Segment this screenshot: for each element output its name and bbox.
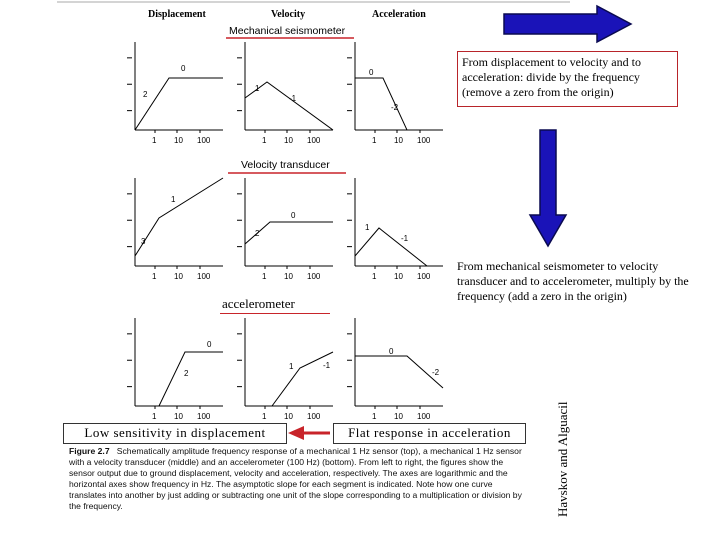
response-curve xyxy=(135,78,223,130)
response-panel xyxy=(237,42,333,145)
response-panel xyxy=(347,318,443,421)
slope-label: 2 xyxy=(255,229,260,238)
x-tick-label: 1 xyxy=(372,412,377,421)
slope-label: 0 xyxy=(207,340,212,349)
row-title-accelerometer: accelerometer xyxy=(222,296,295,311)
response-panel xyxy=(347,178,443,281)
x-tick-label: 10 xyxy=(284,272,293,281)
slope-label: 0 xyxy=(389,347,394,356)
response-panel xyxy=(127,42,223,145)
col-header-velocity: Velocity xyxy=(271,9,306,20)
x-tick-label: 100 xyxy=(197,272,211,281)
credit-text: Havskov and Alguacil xyxy=(555,401,570,517)
red-arrow-left-icon xyxy=(288,426,330,440)
row-title-underline-accelerometer xyxy=(220,313,330,314)
x-tick-label: 1 xyxy=(152,412,157,421)
arrow-right-icon xyxy=(504,6,631,42)
slope-label: 2 xyxy=(143,90,148,99)
response-panel xyxy=(347,42,443,145)
col-header-displacement: Displacement xyxy=(148,9,206,20)
figure-caption xyxy=(69,446,524,513)
x-tick-label: 100 xyxy=(307,136,321,145)
figure-number: Figure 2.7 xyxy=(69,446,110,456)
response-panel xyxy=(127,178,223,281)
flat-response-label: Flat response in acceleration xyxy=(333,423,526,444)
row-title-mechanical: Mechanical seismometer xyxy=(229,25,346,37)
x-tick-label: 100 xyxy=(197,412,211,421)
response-panel xyxy=(237,178,333,281)
x-tick-label: 1 xyxy=(372,136,377,145)
x-tick-label: 10 xyxy=(394,272,403,281)
slope-label: -1 xyxy=(289,94,297,103)
x-tick-label: 1 xyxy=(152,136,157,145)
slope-label: 0 xyxy=(291,211,296,220)
slope-label: 2 xyxy=(184,369,189,378)
col-header-acceleration: Acceleration xyxy=(372,9,426,20)
response-panel xyxy=(127,318,223,421)
response-curve xyxy=(355,228,427,266)
slope-label: 1 xyxy=(171,195,176,204)
x-tick-label: 100 xyxy=(417,412,431,421)
x-tick-label: 10 xyxy=(174,412,183,421)
x-tick-label: 10 xyxy=(174,136,183,145)
note-multiply-frequency: From mechanical seismometer to velocity transducer and to accelerometer, multiply by the frequency (add a zero in the origin) xyxy=(453,256,696,326)
response-curve xyxy=(159,352,223,406)
response-curve xyxy=(355,356,443,388)
x-tick-label: 10 xyxy=(284,136,293,145)
x-tick-label: 100 xyxy=(307,412,321,421)
x-tick-label: 10 xyxy=(394,136,403,145)
slope-label: 1 xyxy=(289,362,294,371)
slope-label: 3 xyxy=(141,237,146,246)
slope-label: -1 xyxy=(401,234,409,243)
response-curve xyxy=(135,178,223,256)
x-tick-label: 10 xyxy=(394,412,403,421)
slope-label: 0 xyxy=(181,64,186,73)
x-tick-label: 1 xyxy=(372,272,377,281)
slope-label: -1 xyxy=(323,361,331,370)
response-panels xyxy=(127,42,443,421)
low-sensitivity-label: Low sensitivity in displacement xyxy=(63,423,287,444)
x-tick-label: 100 xyxy=(307,272,321,281)
x-tick-label: 100 xyxy=(197,136,211,145)
slope-label: -2 xyxy=(432,368,440,377)
x-tick-label: 100 xyxy=(417,136,431,145)
x-tick-label: 100 xyxy=(417,272,431,281)
x-tick-label: 1 xyxy=(152,272,157,281)
figure-caption-text: Schematically amplitude frequency response of a mechanical 1 Hz sensor (top), a mechanical 1 Hz sensor with a velocity transducer (middle) and an accelerometer (100 Hz) (bottom). From left to right, the figures show the sensor output due to ground displacement, velocity and acceleration, respectively. The axes are logarithmic and the horizontal axes show frequency in Hz. The asymptotic slope for each segment is indicated. Note how one curve translates into another by just adding or subtracting one unit of the slope corresponding to a multiplication or division by the frequency. xyxy=(69,446,522,512)
x-tick-label: 1 xyxy=(262,272,267,281)
arrow-down-icon xyxy=(530,130,566,246)
slope-label: -2 xyxy=(391,103,399,112)
x-tick-label: 10 xyxy=(284,412,293,421)
note-divide-frequency: From displacement to velocity and to acceleration: divide by the frequency (remove a zero from the origin) xyxy=(457,51,678,107)
x-tick-label: 1 xyxy=(262,412,267,421)
response-curve xyxy=(355,78,407,130)
x-tick-label: 10 xyxy=(174,272,183,281)
slope-label: 1 xyxy=(365,223,370,232)
slope-label: 0 xyxy=(369,68,374,77)
row-title-velocity-transducer: Velocity transducer xyxy=(241,159,330,171)
slope-label: 1 xyxy=(255,84,260,93)
response-panel xyxy=(237,318,333,421)
x-tick-label: 1 xyxy=(262,136,267,145)
